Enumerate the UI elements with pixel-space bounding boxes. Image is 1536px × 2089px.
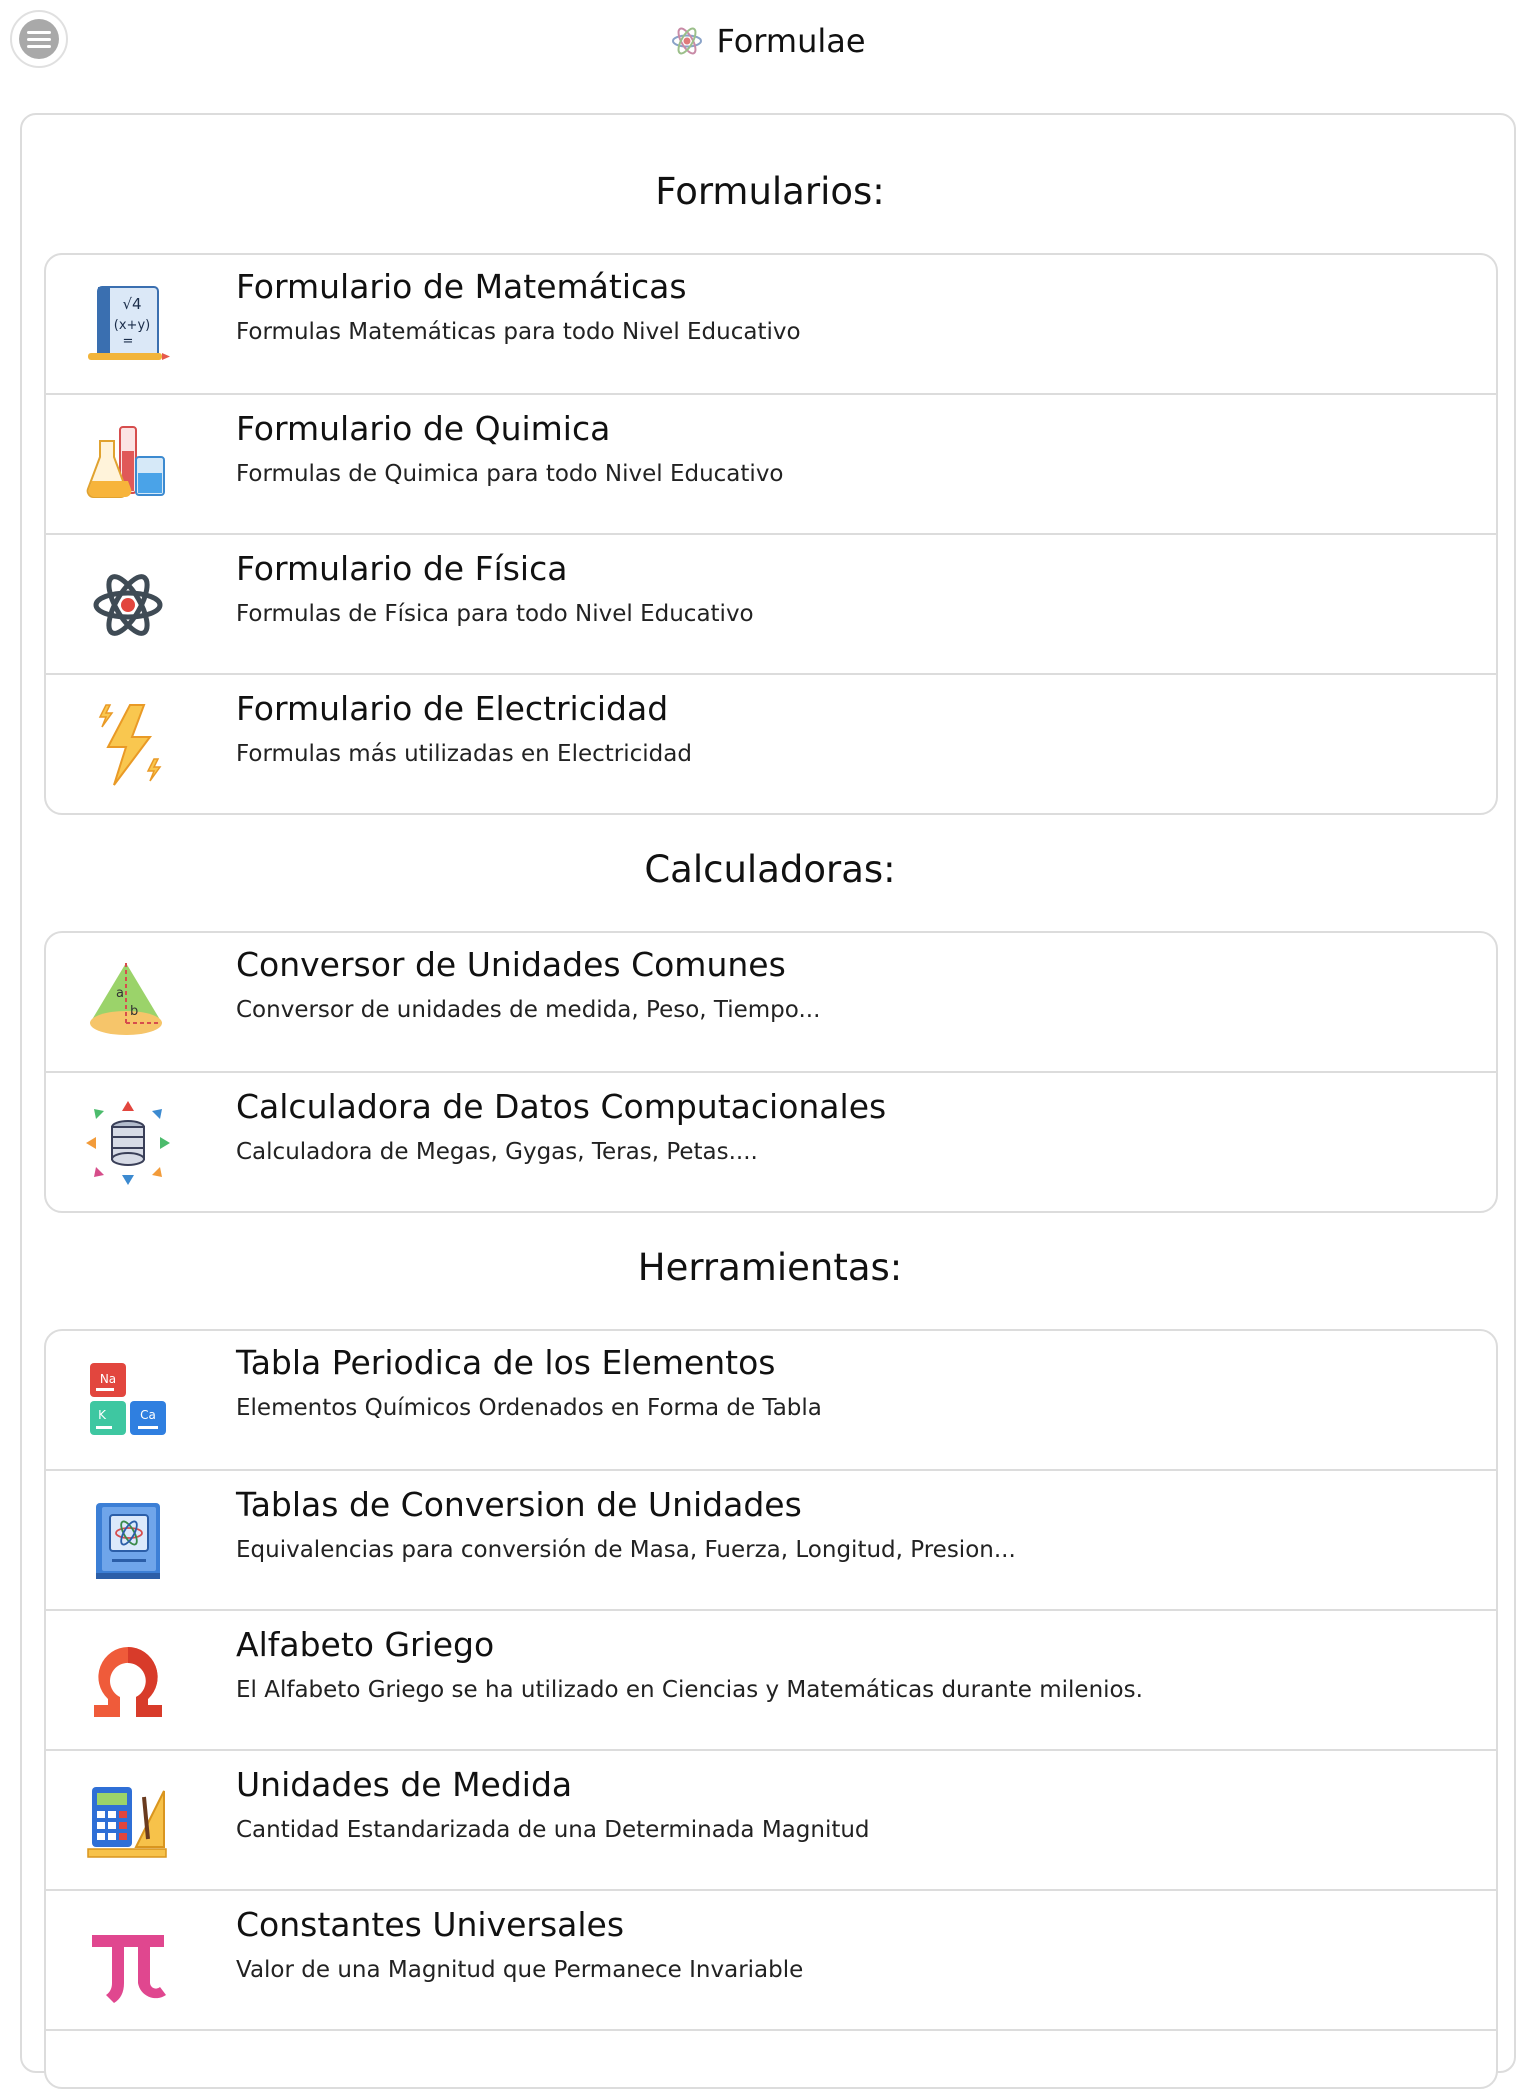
item-subtitle: Formulas de Quimica para todo Nivel Educativo xyxy=(236,461,784,487)
list-item-partial[interactable] xyxy=(46,2029,1496,2089)
item-subtitle: Formulas de Física para todo Nivel Educativo xyxy=(236,601,754,627)
svg-text:b: b xyxy=(130,1004,139,1019)
calculator-ruler-icon xyxy=(84,1777,172,1865)
item-subtitle: Conversor de unidades de medida, Peso, Tiempo... xyxy=(236,997,821,1023)
item-subtitle: Formulas más utilizadas en Electricidad xyxy=(236,741,692,767)
list-item-conversor-unidades[interactable] xyxy=(46,933,1496,1071)
item-title: Conversor de Unidades Comunes xyxy=(236,945,786,984)
list-item-alfabeto-griego[interactable] xyxy=(46,1609,1496,1749)
periodic-table-icon xyxy=(84,1355,172,1443)
calculadoras-list xyxy=(44,931,1498,1213)
chemistry-flask-icon xyxy=(84,421,172,509)
list-item-unidades-medida[interactable] xyxy=(46,1749,1496,1889)
list-item-constantes[interactable] xyxy=(46,1889,1496,2029)
item-title: Calculadora de Datos Computacionales xyxy=(236,1087,887,1126)
item-subtitle: Elementos Químicos Ordenados en Forma de Tabla xyxy=(236,1395,822,1421)
math-formula-icon xyxy=(84,279,172,367)
item-subtitle: Equivalencias para conversión de Masa, Fuerza, Longitud, Presion... xyxy=(236,1537,1016,1563)
item-title: Formulario de Matemáticas xyxy=(236,267,687,306)
lightning-icon xyxy=(84,701,172,789)
item-title: Alfabeto Griego xyxy=(236,1625,495,1664)
pi-icon xyxy=(84,1917,172,2005)
item-subtitle: El Alfabeto Griego se ha utilizado en Ciencias y Matemáticas durante milenios. xyxy=(236,1677,1143,1703)
main-card xyxy=(20,113,1516,2073)
item-title: Formulario de Electricidad xyxy=(236,689,669,728)
list-item-tabla-periodica[interactable] xyxy=(46,1331,1496,1469)
svg-text:K: K xyxy=(98,1408,106,1422)
atom-physics-icon xyxy=(84,561,172,649)
item-title: Formulario de Física xyxy=(236,549,568,588)
atom-icon xyxy=(670,24,704,58)
section-title-formularios: Formularios: xyxy=(655,170,885,213)
list-item-tablas-conversion[interactable] xyxy=(46,1469,1496,1609)
list-item-fisica[interactable] xyxy=(46,533,1496,673)
item-title: Constantes Universales xyxy=(236,1905,625,1944)
section-title-calculadoras: Calculadoras: xyxy=(644,848,896,891)
list-item-matematicas[interactable] xyxy=(46,255,1496,393)
herramientas-list xyxy=(44,1329,1498,2089)
svg-text:Na: Na xyxy=(99,1372,117,1386)
item-subtitle: Formulas Matemáticas para todo Nivel Educativo xyxy=(236,319,801,345)
item-subtitle: Calculadora de Megas, Gygas, Teras, Petas.... xyxy=(236,1139,758,1165)
database-arrows-icon xyxy=(84,1099,172,1187)
item-title: Tablas de Conversion de Unidades xyxy=(236,1485,802,1524)
item-subtitle: Cantidad Estandarizada de una Determinada Magnitud xyxy=(236,1817,870,1843)
list-item-quimica[interactable] xyxy=(46,393,1496,533)
list-item-calculadora-datos[interactable] xyxy=(46,1071,1496,1211)
svg-text:=: = xyxy=(122,334,134,349)
item-title: Unidades de Medida xyxy=(236,1765,573,1804)
item-subtitle: Valor de una Magnitud que Permanece Invariable xyxy=(236,1957,804,1983)
omega-icon xyxy=(84,1637,172,1725)
formularios-list xyxy=(44,253,1498,815)
section-title-herramientas: Herramientas: xyxy=(637,1246,903,1289)
science-book-icon xyxy=(84,1497,172,1585)
top-bar xyxy=(0,0,1536,80)
app-title: Formulae xyxy=(716,22,866,60)
svg-text:(x+y): (x+y) xyxy=(113,318,151,333)
svg-text:a: a xyxy=(116,986,124,1001)
svg-text:Ca: Ca xyxy=(140,1408,156,1422)
app-header xyxy=(0,16,1536,64)
svg-text:√4: √4 xyxy=(122,295,142,313)
item-title: Formulario de Quimica xyxy=(236,409,611,448)
item-title: Tabla Periodica de los Elementos xyxy=(236,1343,776,1382)
list-item-electricidad[interactable] xyxy=(46,673,1496,813)
cone-geometry-icon xyxy=(84,957,172,1045)
